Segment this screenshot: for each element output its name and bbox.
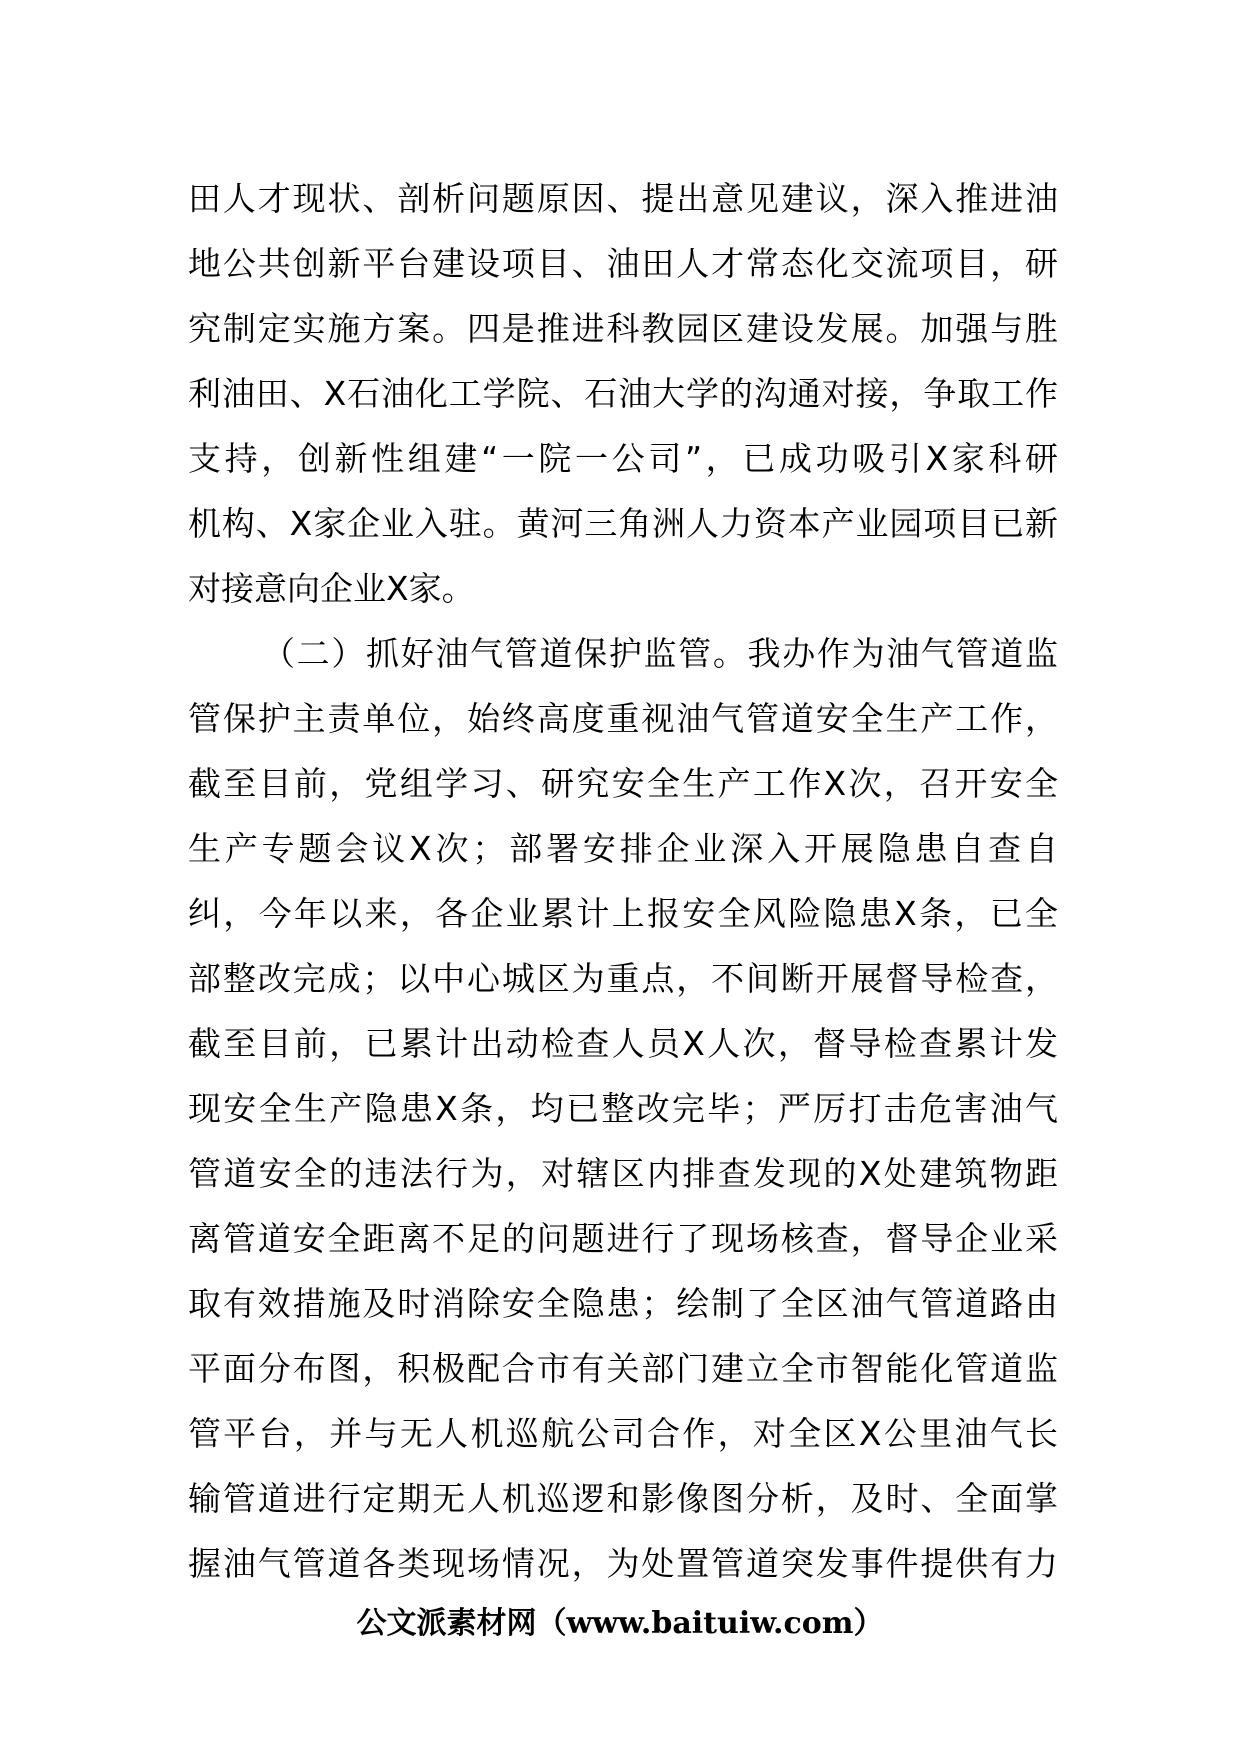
paragraph-2 [188, 621, 1058, 1596]
footer-source-link[interactable]: 公文派素材网（www.baituiw.com） [356, 1606, 884, 1641]
text-line: 管保护主责单位，始终高度重视油气管道安全生产工作， [188, 699, 1058, 738]
text-line: 截至目前，党组学习、研究安全生产工作X次，召开安全 [188, 764, 1058, 803]
text-line: 输管道进行定期无人机巡逻和影像图分析，及时、全面掌 [188, 1479, 1058, 1518]
text-line: 究制定实施方案。四是推进科教园区建设发展。加强与胜 [188, 309, 1058, 348]
text-line: 平面分布图，积极配合市有关部门建立全市智能化管道监 [188, 1349, 1058, 1388]
paragraph-1 [188, 166, 1058, 621]
text-line: 握油气管道各类现场情况，为处置管道突发事件提供有力 [188, 1544, 1058, 1583]
text-line: 地公共创新平台建设项目、油田人才常态化交流项目，研 [188, 244, 1058, 283]
text-line: 支持，创新性组建“一院一公司”，已成功吸引X家科研 [188, 439, 1058, 478]
text-line: 管道安全的违法行为，对辖区内排查发现的X处建筑物距 [188, 1154, 1058, 1193]
text-line: 管平台，并与无人机巡航公司合作，对全区X公里油气长 [188, 1414, 1058, 1453]
text-line: 田人才现状、剖析问题原因、提出意见建议，深入推进油 [188, 179, 1058, 218]
text-line: 现安全生产隐患X条，均已整改完毕；严厉打击危害油气 [188, 1089, 1058, 1128]
text-line: 部整改完成；以中心城区为重点，不间断开展督导检查， [188, 959, 1058, 998]
text-line: 截至目前，已累计出动检查人员X人次，督导检查累计发 [188, 1024, 1058, 1063]
text-line: 取有效措施及时消除安全隐患；绘制了全区油气管道路由 [188, 1284, 1058, 1323]
section-heading-line: （二）抓好油气管道保护监管。我办作为油气管道监 [262, 634, 1058, 673]
text-line: 纠，今年以来，各企业累计上报安全风险隐患X条，已全 [188, 894, 1058, 933]
text-line-last: 对接意向企业X家。 [188, 569, 475, 608]
body-text [188, 166, 1058, 1596]
text-line: 机构、X家企业入驻。黄河三角洲人力资本产业园项目已新 [188, 504, 1058, 543]
text-line: 利油田、X石油化工学院、石油大学的沟通对接，争取工作 [188, 374, 1058, 413]
text-line: 生产专题会议X次；部署安排企业深入开展隐患自查自 [188, 829, 1058, 868]
text-line: 离管道安全距离不足的问题进行了现场核查，督导企业采 [188, 1219, 1058, 1258]
